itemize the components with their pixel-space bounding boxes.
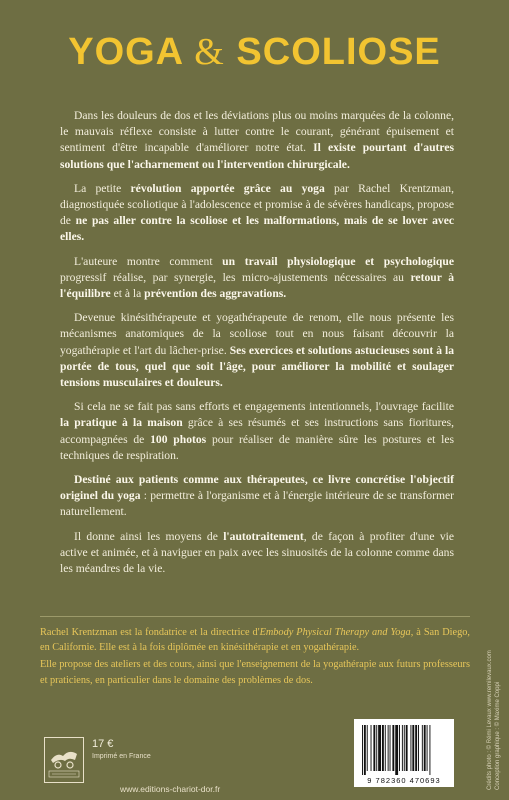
emphasis-text: prévention des aggravations. [144,287,287,301]
barcode-bar [364,725,366,775]
barcode-bar [424,725,426,771]
back-cover-description [60,108,454,585]
body-run: La petite [74,181,131,195]
barcode-bar [382,725,384,771]
isbn-barcode [354,719,454,787]
barcode-bar [415,725,417,771]
barcode-bar [418,725,419,771]
body-run: par Rachel Krentzman, diagnostiquée scoliotique à l'adolescence et promise à de sévères handicaps, propose de [60,181,454,228]
emphasis-text: Ses exercices et solutions astucieuses sont à la portée de tous, quel que soit l'âge, pour améliorer la mobilité et soulager tensions musculaires et douleurs. [60,343,455,390]
emphasis-text: Destiné aux patients comme aux thérapeutes, ce livre concrétise l'objectif originel du yoga [60,473,454,503]
emphasis-text: l'autotraitement [223,529,304,543]
chariot-icon [45,738,83,782]
barcode-bar [385,725,386,771]
barcode-bar [373,725,375,771]
bio-paragraph [40,657,470,687]
body-run: pour réaliser de manière sûre les postures et les techniques de respiration. [60,432,454,462]
bio-run: Rachel Krentzman est la fondatrice et la directrice d' [40,627,260,638]
barcode-bar [367,725,368,771]
description-paragraph [60,472,454,521]
title-word-scoliose: SCOLIOSE [236,31,441,73]
body-run: progressif réalise, par synergie, les micro-ajustements nécessaires au [60,270,411,284]
barcode-bar [422,725,423,771]
barcode-bar [402,725,403,771]
barcode-bar [412,725,414,771]
barcode-bar [399,725,400,771]
emphasis-text: un travail physiologique et psychologique [222,254,454,268]
barcode-bar [404,725,405,771]
body-run: Il donne ainsi les moyens de [74,529,224,543]
body-run: L'auteure montre comment [74,254,223,268]
body-run: et à la [110,287,145,301]
emphasis-text: révolution apportée grâce au yoga [130,181,325,195]
barcode-bar [392,725,394,771]
barcode-bar [388,725,389,771]
credits-line-2: Conception graphique : © Maxime Coppi [495,681,501,790]
photo-credits [486,650,502,790]
emphasis-text: ne pas aller contre la scoliose et les malformations, mais de se lover avec elles. [60,214,454,244]
emphasis-text: retour à l'équilibre [60,270,454,301]
body-run: Devenue kinésithérapeute et yogathérapeute de renom, elle nous présente les mécanismes anatomiques de la scoliose tout en nous faisant découvrir la yogathérapie et l'art du lâcher-prise. [60,311,454,357]
publisher-website: www.editions-chariot-dor.fr [120,784,221,794]
section-divider [40,616,470,617]
printed-in-france: Imprimé en France [92,753,151,760]
title-ampersand: & [194,31,225,73]
barcode-bar [427,725,428,771]
barcode-bar [362,725,363,775]
isbn-number: 9 782360 470693 [367,776,441,785]
barcode-bar [378,725,381,771]
description-paragraph [60,254,454,303]
barcode-icon [354,719,454,777]
description-paragraph [60,108,454,173]
barcode-bar [429,725,430,775]
credits-line-1: Crédits photo : © Rémi Levaux www.remilevaux.com [487,650,493,790]
bio-run: Elle propose des ateliers et des cours, ainsi que l'enseignement de la yogathérapie aux futurs professeurs et praticiens, en particulier dans le domaine des problèmes de dos. [40,659,470,686]
book-title [0,30,509,74]
bio-paragraph [40,625,470,655]
bio-run: , à San Diego, en Californie. Elle est à la fois diplômée en kinésithérapie et en yogathérapie. [40,627,470,654]
description-paragraph [60,529,454,578]
emphasis-text: la pratique à la maison [60,416,183,430]
barcode-bar [395,725,398,775]
barcode-bar [376,725,377,771]
body-run: Dans les douleurs de dos et les déviations plus ou moins marquées de la colonne, le mauvais réflexe consiste à lutter contre le courant, générant épuisement et sentiment d'être incapable d'améliorer notre état. [60,109,454,155]
body-run: : permettre à l'organisme et à l'énergie intérieure de se transformer naturellement. [60,489,454,519]
bio-italic-text: Embody Physical Therapy and Yoga [259,627,411,638]
description-paragraph [60,181,454,246]
body-run: grâce à ses résumés et ses instructions sans fioritures, accompagnées de [60,416,455,446]
price: 17 € [92,738,114,750]
author-biography [40,625,470,690]
description-paragraph [60,310,454,391]
body-run: Si cela ne se fait pas sans efforts et engagements intentionnels, l'ouvrage facilite [74,400,454,414]
emphasis-text: Il existe pourtant d'autres solutions que l'acharnement ou l'intervention chirurgicale. [60,141,454,171]
barcode-bar [406,725,408,771]
barcode-bar [371,725,372,771]
title-word-yoga: YOGA [68,31,183,73]
publisher-logo [44,737,84,783]
barcode-bar [390,725,391,771]
barcode-bar [410,725,411,771]
description-paragraph [60,399,454,464]
body-run: , de façon à profiter d'une vie active et animée, et à naviguer en paix avec les sinuosités de la colonne comme dans les méandres de la vie. [60,529,454,576]
emphasis-text: 100 photos [150,432,207,446]
